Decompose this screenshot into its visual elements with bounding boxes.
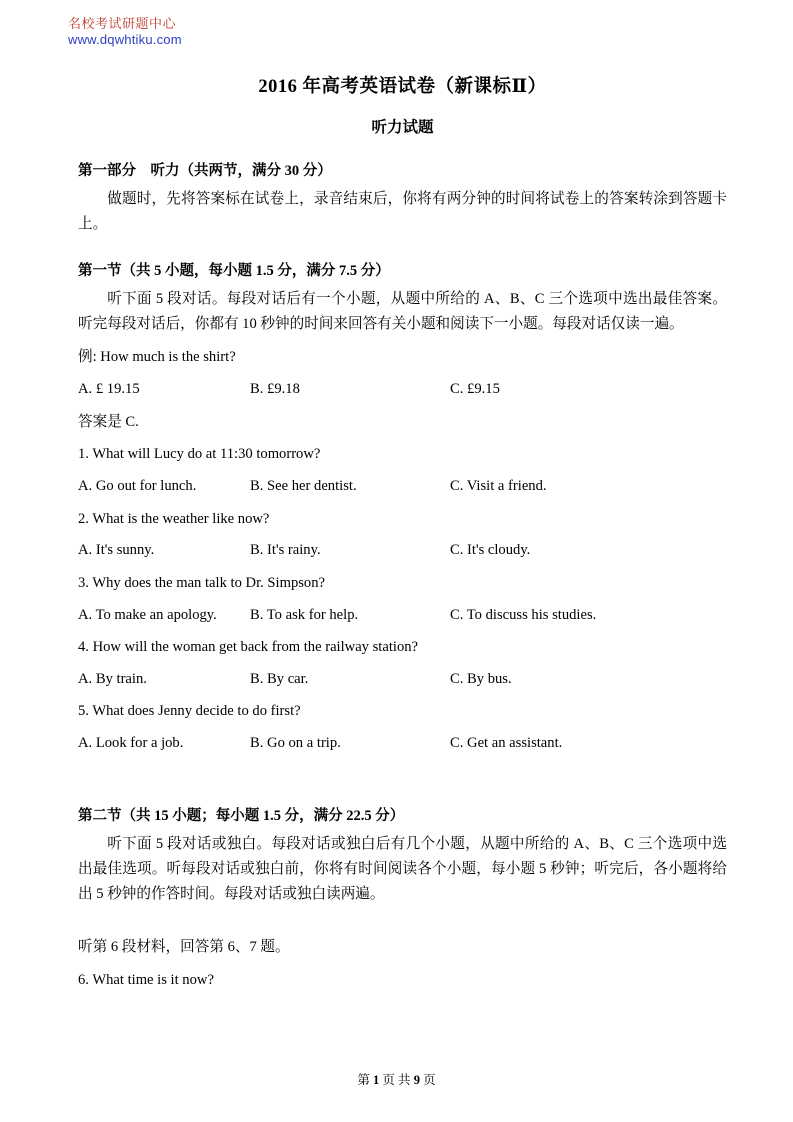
spacer-2	[78, 907, 727, 927]
section-two-material-note: 听第 6 段材料，回答第 6、7 题。	[78, 938, 290, 955]
section-two-heading: 第二节（共 15 小题；每小题 1.5 分，满分 22.5 分）	[78, 807, 405, 824]
example-option-b: B. £9.18	[250, 381, 300, 398]
question-2-option-c: C. It's cloudy.	[450, 542, 531, 559]
question-1-options	[78, 475, 727, 499]
question-4-option-a: A. By train.	[78, 670, 147, 687]
section-one-heading: 第一节（共 5 小题，每小题 1.5 分，满分 7.5 分）	[78, 263, 390, 280]
page-subtitle: 听力试题	[371, 119, 434, 136]
question-4-option-b: B. By car.	[250, 670, 309, 687]
question-5-options	[78, 732, 727, 756]
question-5-option-c: C. Get an assistant.	[450, 735, 563, 752]
footer-page-number: 1	[373, 1073, 380, 1087]
watermark-line-1: 名校考试研题中心	[68, 16, 177, 31]
example-option-c: C. £9.15	[450, 381, 500, 398]
question-4-option-c: C. By bus.	[450, 670, 512, 687]
example-options	[78, 378, 727, 402]
part-one-heading: 第一部分 听力（共两节，满分 30 分）	[78, 163, 332, 179]
page-footer	[0, 1070, 793, 1088]
question-3-option-b: B. To ask for help.	[250, 606, 359, 623]
spacer	[78, 756, 727, 782]
page-title: 2016 年高考英语试卷（新课标Ⅱ）	[258, 77, 547, 97]
question-1-option-a: A. Go out for lunch.	[78, 477, 197, 494]
question-3-text: 3. Why does the man talk to Dr. Simpson?	[78, 574, 325, 591]
question-1-option-b: B. See her dentist.	[250, 477, 357, 494]
question-2-options	[78, 539, 727, 563]
question-3-option-c: C. To discuss his studies.	[450, 606, 597, 623]
question-4-text: 4. How will the woman get back from the railway station?	[78, 639, 419, 656]
question-1-text: 1. What will Lucy do at 11:30 tomorrow?	[78, 446, 321, 463]
question-5-option-a: A. Look for a job.	[78, 735, 184, 752]
question-3-option-a: A. To make an apology.	[78, 606, 217, 623]
watermark	[68, 16, 182, 49]
section-two-intro: 听下面 5 段对话或独白。每段对话或独白后有几个小题，从题中所给的 A、B、C 三个选项中选出最佳选项。听每段对话或独白前，你将有时间阅读各个小题，每小题 5 秒钟；听完后，各小题将给出 5 秒钟的作答时间。每段对话或独白读两遍。	[78, 835, 727, 902]
example-option-a: A. £ 19.15	[78, 381, 140, 398]
part-one-intro: 做题时，先将答案标在试卷上，录音结束后，你将有两分钟的时间将试卷上的答案转涂到答题卡上。	[78, 191, 727, 233]
example-answer: 答案是 C.	[78, 413, 139, 430]
footer-total-pages: 9	[413, 1073, 420, 1087]
question-2-option-b: B. It's rainy.	[250, 542, 321, 559]
footer-suffix: 页	[423, 1073, 436, 1087]
question-2-option-a: A. It's sunny.	[78, 542, 155, 559]
question-3-options	[78, 604, 727, 628]
watermark-line-2: www.dqwhtiku.com	[68, 32, 182, 48]
footer-prefix: 第	[357, 1073, 370, 1087]
question-2-text: 2. What is the weather like now?	[78, 510, 270, 527]
footer-middle: 页 共	[382, 1073, 411, 1087]
question-1-option-c: C. Visit a friend.	[450, 477, 547, 494]
example-question: 例: How much is the shirt?	[78, 349, 236, 366]
question-5-option-b: B. Go on a trip.	[250, 735, 341, 752]
question-6-text: 6. What time is it now?	[78, 971, 214, 988]
question-5-text: 5. What does Jenny decide to do first?	[78, 703, 301, 720]
section-one-intro: 听下面 5 段对话。每段对话后有一个小题，从题中所给的 A、B、C 三个选项中选出最佳答案。听完每段对话后，你都有 10 秒钟的时间来回答有关小题和阅读下一小题。每段对话仅读一遍。	[78, 291, 727, 333]
question-4-options	[78, 668, 727, 692]
